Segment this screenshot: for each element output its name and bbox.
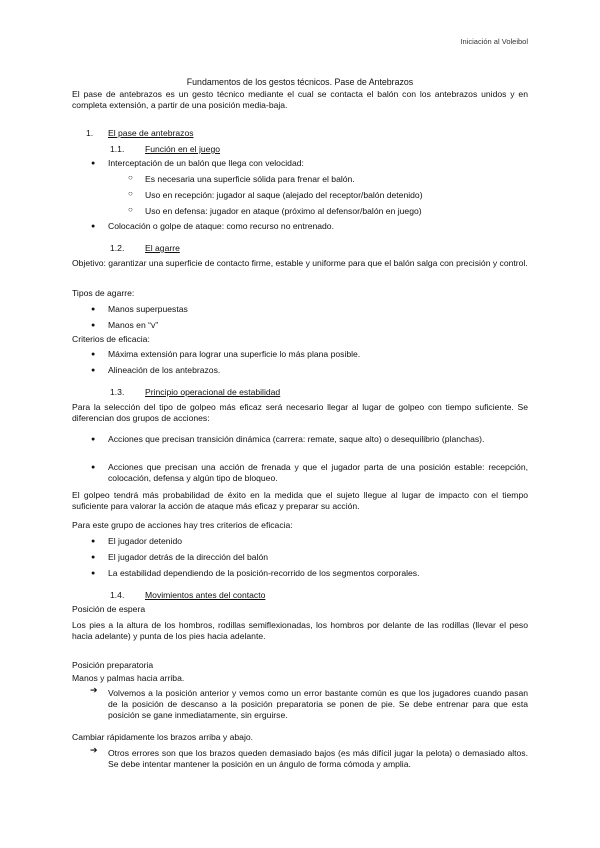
subsection-1-4-number: 1.4. [110,590,125,600]
bullet-icon: ● [91,436,96,443]
running-header: Iniciación al Voleibol [460,37,528,46]
document-title: Fundamentos de los gestos técnicos. Pase de Antebrazos [186,77,414,87]
bullet-icon: ● [91,351,96,358]
subsection-1-2-heading: El agarre [145,243,180,253]
bullet-icon: ● [91,223,96,230]
section-1-heading: El pase de antebrazos [108,128,194,138]
intro-paragraph: El pase de antebrazos es un gesto técnico mediante el cual se contacta el balón con los antebrazos unidos y en completa extensión, a partir de una posición media-baja. [72,89,528,110]
paragraph: Para este grupo de acciones hay tres criterios de eficacia: [72,520,293,530]
list-item: Máxima extensión para lograr una superficie lo más plana posible. [108,349,361,359]
sub-list-item: Uso en defensa: jugador en ataque (próximo al defensor/balón en juego) [145,206,422,216]
sub-list-item: Es necesaria una superficie sólida para frenar el balón. [145,174,355,184]
list-item: Manos en “v” [108,320,159,330]
circle-bullet-icon: ○ [128,173,133,182]
bullet-icon: ● [91,322,96,329]
sub-list-item: Uso en recepción: jugador al saque (alejado del receptor/balón detenido) [145,190,423,200]
circle-bullet-icon: ○ [128,189,133,198]
paragraph: Manos y palmas hacia arriba. [72,673,185,683]
objective-paragraph: Objetivo: garantizar una superficie de contacto firme, estable y uniforme para que el balón salga con precisión y control. [72,258,528,268]
list-item: Acciones que precisan una acción de frenada y que el jugador parta de una posición estable: recepción, colocación, defensa y algún tipo de bloqueo. [108,462,528,483]
paragraph: Para la selección del tipo de golpeo más eficaz será necesario llegar al lugar de golpeo con tiempo suficiente. Se diferencian dos grupos de acciones: [72,402,528,423]
circle-bullet-icon: ○ [128,205,133,214]
bullet-icon: ● [91,464,96,471]
list-item: El jugador detrás de la dirección del balón [108,552,269,562]
types-label: Tipos de agarre: [72,288,135,298]
arrow-icon: ➔ [90,745,98,755]
subsection-1-1-number: 1.1. [110,144,125,154]
bullet-icon: ● [91,306,96,313]
bullet-icon: ● [91,570,96,577]
list-item: Colocación o golpe de ataque: como recurso no entrenado. [108,221,334,231]
subsection-1-2-number: 1.2. [110,243,125,253]
subsection-1-3-number: 1.3. [110,387,125,397]
prep-position-heading: Posición preparatoria [72,660,154,670]
list-item: La estabilidad dependiendo de la posición-recorrido de los segmentos corporales. [108,568,420,578]
list-item: Interceptación de un balón que llega con velocidad: [108,158,304,168]
bullet-icon: ● [91,554,96,561]
arrow-icon: ➔ [90,685,98,695]
bullet-icon: ● [91,160,96,167]
paragraph: Cambiar rápidamente los brazos arriba y abajo. [72,732,254,742]
subsection-1-3-heading: Principio operacional de estabilidad [145,387,281,397]
bullet-icon: ● [91,367,96,374]
subsection-1-4-heading: Movimientos antes del contacto [145,590,266,600]
wait-position-heading: Posición de espera [72,604,146,614]
subsection-1-1-heading: Función en el juego [145,144,221,154]
list-item: El jugador detenido [108,536,183,546]
paragraph: Los pies a la altura de los hombros, rodillas semiflexionadas, los hombros por delante de las rodillas (llevar el peso hacia adelante) y punta de los pies hacia adelante. [72,620,528,641]
section-1-number: 1. [86,128,94,138]
arrow-item: Otros errores son que los brazos queden demasiado bajos (es más difícil jugar la pelota) o demasiado altos. Se debe intentar mantener la posición en un ángulo de forma cómoda y amplia. [108,748,528,769]
list-item: Manos superpuestas [108,304,188,314]
arrow-item: Volvemos a la posición anterior y vemos como un error bastante común es que los jugadores cuando pasan de la posición de descanso a la posición preparatoria se ponen de pie. Se debe entrenar para que esta posición se gane inmediatamente, sin erguirse. [108,688,528,720]
criteria-label: Criterios de eficacia: [72,334,150,344]
paragraph: El golpeo tendrá más probabilidad de éxito en la medida que el sujeto llegue al lugar de impacto con el tiempo suficiente para valorar la acción de ataque más eficaz y preparar su acción. [72,490,528,511]
bullet-icon: ● [91,538,96,545]
list-item: Alineación de los antebrazos. [108,365,221,375]
list-item: Acciones que precisan transición dinámica (carrera: remate, saque alto) o desequilibrio (planchas). [108,434,485,444]
